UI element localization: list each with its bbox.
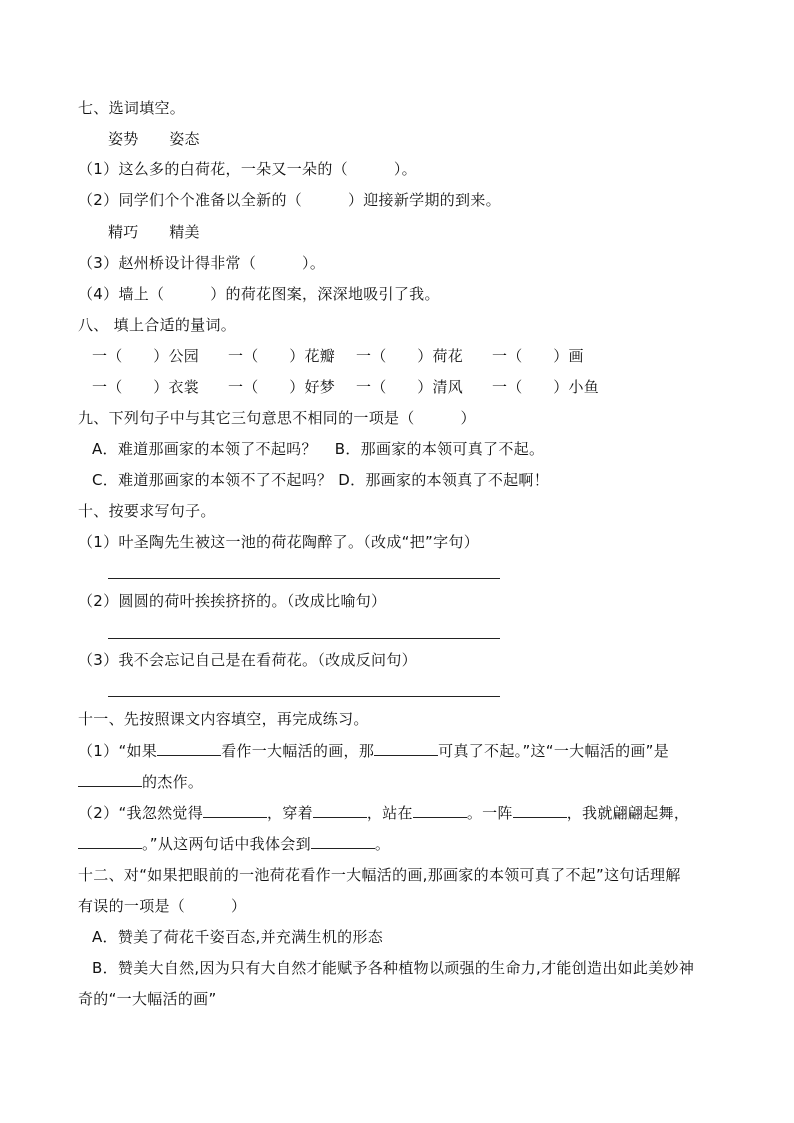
measure-word-row-2 <box>92 376 599 398</box>
measure-word-item: 一（ ）清风 <box>356 378 464 396</box>
fill-blank[interactable] <box>203 801 267 818</box>
section-11-question-2-cont <box>78 832 390 855</box>
question-text: 的杰作。 <box>142 773 204 791</box>
section-12-title-cont: 有误的一项是（ ） <box>78 897 247 915</box>
section-12-option-b-cont: 奇的“一大幅活的画” <box>78 990 217 1008</box>
question-text: ，我就翩翩起舞， <box>566 804 690 822</box>
fill-blank[interactable] <box>413 801 467 818</box>
section-8-title: 八、 填上合适的量词。 <box>78 316 237 334</box>
section-10-question-1: （1）叶圣陶先生被这一池的荷花陶醉了。（改成“把”字句） <box>78 533 479 551</box>
fill-blank[interactable] <box>374 739 438 756</box>
section-7-question-3: （3）赵州桥设计得非常（ ）。 <box>78 254 326 272</box>
word-choice-pair-1: 姿势 姿态 <box>108 130 200 148</box>
question-text: 。 <box>374 835 391 853</box>
section-11-question-1-cont <box>78 770 203 793</box>
section-10-title: 十、按要求写句子。 <box>78 502 216 520</box>
section-7-question-2: （2）同学们个个准备以全新的（ ）迎接新学期的到来。 <box>78 191 501 209</box>
section-10-question-3: （3）我不会忘记自己是在看荷花。（改成反问句） <box>78 651 417 669</box>
section-11-question-1 <box>78 739 669 762</box>
measure-word-item: 一（ ）花瓣 <box>228 347 336 365</box>
question-text: 。”从这两句话中我体会到 <box>142 835 311 853</box>
fill-blank[interactable] <box>78 770 142 787</box>
section-10-question-2: （2）圆圆的荷叶挨挨挤挤的。（改成比喻句） <box>78 592 387 610</box>
word-choice-pair-2: 精巧 精美 <box>108 223 200 241</box>
section-12-option-b: B．赞美大自然,因为只有大自然才能赋予各种植物以顽强的生命力,才能创造出如此美妙神 <box>92 959 695 977</box>
measure-word-item: 一（ ）衣裳 <box>92 378 200 396</box>
option-c: C．难道那画家的本领不了不起吗？ <box>92 471 333 489</box>
question-text: 。一阵 <box>466 804 513 822</box>
fill-blank[interactable] <box>313 801 367 818</box>
option-a: A．难道那画家的本领了不起吗？ <box>92 440 317 458</box>
section-11-title: 十一、先按照课文内容填空，再完成练习。 <box>78 710 369 728</box>
section-11-question-2 <box>78 801 689 824</box>
section-7-title: 七、选词填空。 <box>78 99 186 117</box>
section-12-title: 十二、对“如果把眼前的一池荷花看作一大幅活的画,那画家的本领可真了不起”这句话理解 <box>78 866 681 884</box>
option-d: D．那画家的本领真了不起啊！ <box>338 471 550 489</box>
question-text: ，穿着 <box>267 804 313 822</box>
answer-line[interactable] <box>108 696 500 697</box>
question-text: ，站在 <box>366 804 413 822</box>
measure-word-row-1 <box>92 345 584 367</box>
measure-word-item: 一（ ）小鱼 <box>492 378 600 396</box>
option-b: B．那画家的本领可真了不起。 <box>334 440 545 458</box>
question-text: （1）“如果 <box>78 742 158 760</box>
question-text: 可真了不起。”这“一大幅活的画”是 <box>438 742 670 760</box>
fill-blank[interactable] <box>311 832 375 849</box>
measure-word-item: 一（ ）荷花 <box>356 347 464 365</box>
section-7-question-1: （1）这么多的白荷花，一朵又一朵的（ ）。 <box>78 160 417 178</box>
section-12-option-a: A．赞美了荷花千姿百态,并充满生机的形态 <box>92 928 384 946</box>
question-text: 看作一大幅活的画，那 <box>221 742 375 760</box>
measure-word-item: 一（ ）好梦 <box>228 378 336 396</box>
section-7-question-4: （4）墙上（ ）的荷花图案，深深地吸引了我。 <box>78 285 440 303</box>
section-9-title: 九、下列句子中与其它三句意思不相同的一项是（ ） <box>78 409 476 427</box>
fill-blank[interactable] <box>78 832 142 849</box>
answer-line[interactable] <box>108 578 500 579</box>
section-9-options-ab <box>92 438 544 460</box>
question-text: （2）“我忽然觉得 <box>78 804 204 822</box>
fill-blank[interactable] <box>157 739 221 756</box>
measure-word-item: 一（ ）公园 <box>92 347 200 365</box>
fill-blank[interactable] <box>513 801 567 818</box>
measure-word-item: 一（ ）画 <box>492 347 584 365</box>
answer-line[interactable] <box>108 638 500 639</box>
section-9-options-cd <box>92 469 549 491</box>
